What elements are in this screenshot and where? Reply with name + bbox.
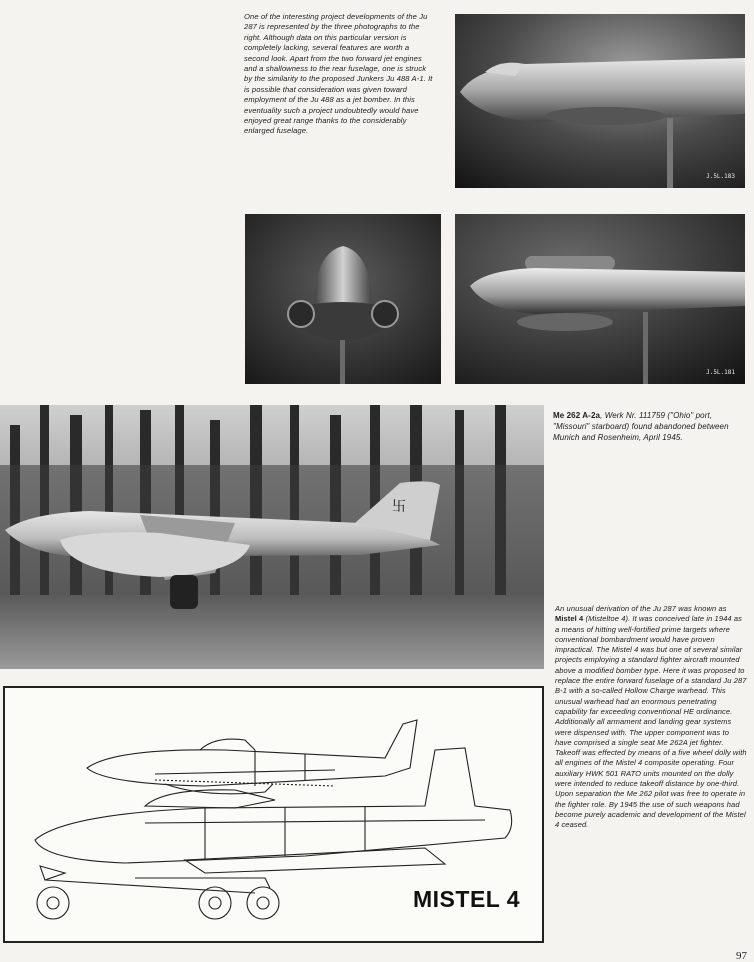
mistel-bold: Mistel 4: [555, 614, 584, 624]
svg-text:卐: 卐: [392, 499, 406, 515]
photo-model-side-top: [455, 14, 745, 188]
photo-model-side-mid: [455, 214, 745, 384]
caption-title: Me 262 A-2a: [553, 411, 601, 420]
mistel-text-1: An unusual derivation of the Ju 287 was known as: [555, 604, 727, 613]
photo-model-front: [245, 214, 441, 384]
mistel-text-2: (Misteltoe 4). It was conceived late in 1944 as a means of hitting well-fortified prime targets where conventional bombardment would have proven impractical. The Mistel 4 was but one of several similar projects employing a standard fighter aircraft mounted above a modified bomber type. Here it was proposed to replace the entire forward fuselage of a standard Ju 287 B-1 with a so-called Hollow Charge warhead. This unusual warhead had an enormous penetrating capability far exceeding conventional HE ordinance. Additionally all armament and landing gear systems were dispensed with. The upper component was to have comprised a single seat Me 262A jet fighter. Takeoff was effected by means of a five wheel dolly with all engines of the Mistel 4 composite operating. Four auxiliary HWK 501 RATO units mounted on the dolly were intended to reduce takeoff distance by one-third. Upon separation the Me 262 pilot was free to operate in the fighter role. By 1945 the use of such weapons had become purely academic and development of the Mistel 4 ceased.: [555, 614, 747, 830]
mistel4-paragraph: [555, 604, 747, 831]
drawing-label: MISTEL 4: [413, 886, 521, 912]
mistel4-drawing: [3, 686, 544, 943]
me262-caption: [553, 410, 743, 443]
photo-code: J.5L.181: [706, 369, 735, 376]
page-number: 97: [736, 950, 747, 962]
caption-text: , Werk Nr. 111759 ("Ohio" port, "Missouri" starboard) found abandoned between Munich and Rosenheim, April 1945.: [553, 411, 729, 442]
intro-paragraph: One of the interesting project developments of the Ju 287 is represented by the three photographs to the right. Although data on this particular version is completely lacking, several features are worth a second look. Apart from the two forward jet engines and a shallowness to the rear fuselage, one is struck by the similarity to the proposed Junkers Ju 488 A-1. It is possible that consideration was given toward employment of the Ju 488 as a jet bomber. In this eventuality such a project undoubtedly would have enjoyed great range thanks to the considerably enlarged fuselage.: [244, 12, 433, 136]
photo-code: J.5L.183: [706, 173, 735, 180]
photo-me262-forest: [0, 405, 544, 669]
